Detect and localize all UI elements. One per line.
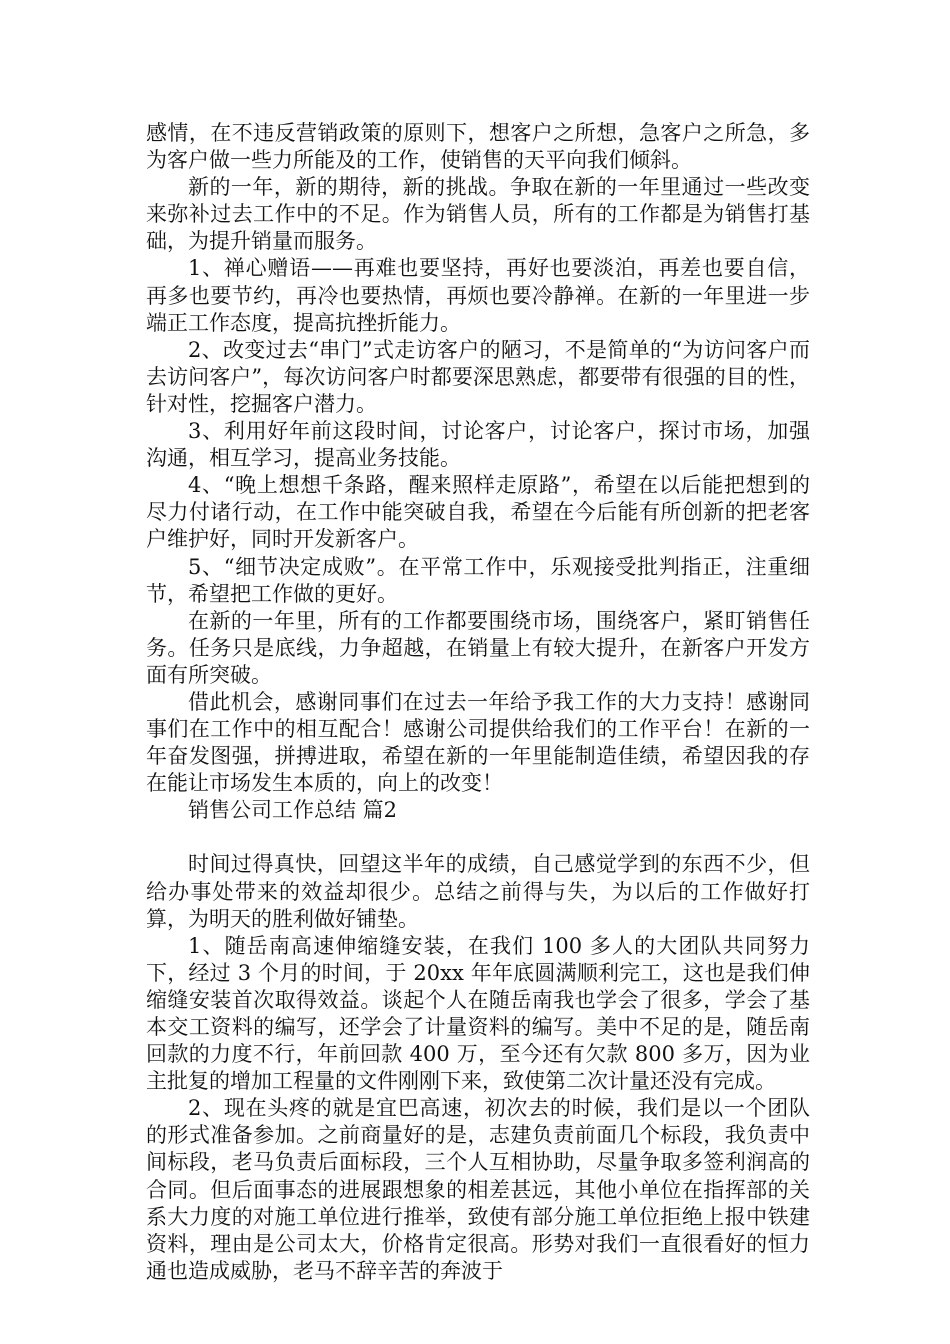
paragraph-continued: 感情，在不违反营销政策的原则下，想客户之所想，急客户之所急，多为客户做一些力所能及的工作，使销售的天平向我们倾斜。 [146,121,810,173]
paragraph-point-3: 3、利用好年前这段时间，讨论客户，讨论客户，探讨市场，加强沟通，相互学习，提高业务技能。 [146,419,810,471]
paragraph-thanks: 借此机会，感谢同事们在过去一年给予我工作的大力支持！感谢同事们在工作中的相互配合！感谢公司提供给我们的工作平台！在新的一年奋发图强，拼搏进取，希望在新的一年里能制造佳绩，希望因我的存在能让市场发生本质的，向上的改变！ [146,689,810,796]
paragraph-goals: 在新的一年里，所有的工作都要围绕市场，围绕客户，紧盯销售任务。任务只是底线，力争超越，在销量上有较大提升，在新客户开发方面有所突破。 [146,608,810,687]
paragraph-item-1: 1、随岳南高速伸缩缝安装，在我们 100 多人的大团队共同努力下，经过 3 个月的时间，于 20xx 年年底圆满顺利完工，这也是我们伸缩缝安装首次取得效益。谈起个人在随岳南我也学会了很多，学会了基本交工资料的编写，还学会了计量资料的编写。美中不足的是，随岳南回款的力度不行，年前回款 400 万，至今还有欠款 800 多万，因为业主批复的增加工程量的文件刚刚下来，致使第二次计量还没有完成。 [146,933,810,1094]
paragraph-point-1: 1、禅心赠语——再难也要坚持，再好也要淡泊，再差也要自信，再多也要节约，再冷也要热情，再烦也要冷静禅。在新的一年里进一步端正工作态度，提高抗挫折能力。 [146,256,810,335]
document-page [146,120,810,1285]
paragraph-new-year: 新的一年，新的期待，新的挑战。争取在新的一年里通过一些改变来弥补过去工作中的不足。作为销售人员，所有的工作都是为销售打基础，为提升销量而服务。 [146,175,810,254]
section-heading: 销售公司工作总结 篇2 [188,798,398,823]
paragraph-item-2: 2、现在头疼的就是宜巴高速，初次去的时候，我们是以一个团队的形式准备参加。之前商量好的是，志建负责前面几个标段，我负责中间标段，老马负责后面标段，三个人互相协助，尽量争取多签利润高的合同。但后面事态的进展跟想象的相差甚远，其他小单位在指挥部的关系大力度的对施工单位进行推举，致使有部分施工单位拒绝上报中铁建资料，理由是公司太大，价格肯定很高。形势对我们一直很看好的恒力通也造成威胁，老马不辞辛苦的奔波于 [146,1096,810,1283]
paragraph-intro-2: 时间过得真快，回望这半年的成绩，自己感觉学到的东西不少，但给办事处带来的效益却很少。总结之前得与失，为以后的工作做好打算，为明天的胜利做好铺垫。 [146,852,810,931]
paragraph-point-4: 4、“晚上想想千条路，醒来照样走原路”，希望在以后能把想到的尽力付诸行动，在工作中能突破自我，希望在今后能有所创新的把老客户维护好，同时开发新客户。 [146,473,810,552]
paragraph-point-5: 5、“细节决定成败”。在平常工作中，乐观接受批判指正，注重细节，希望把工作做的更好。 [146,554,810,606]
paragraph-point-2: 2、改变过去“串门”式走访客户的陋习，不是简单的“为访问客户而去访问客户”，每次访问客户时都要深思熟虑，都要带有很强的目的性，针对性，挖掘客户潜力。 [146,337,810,416]
